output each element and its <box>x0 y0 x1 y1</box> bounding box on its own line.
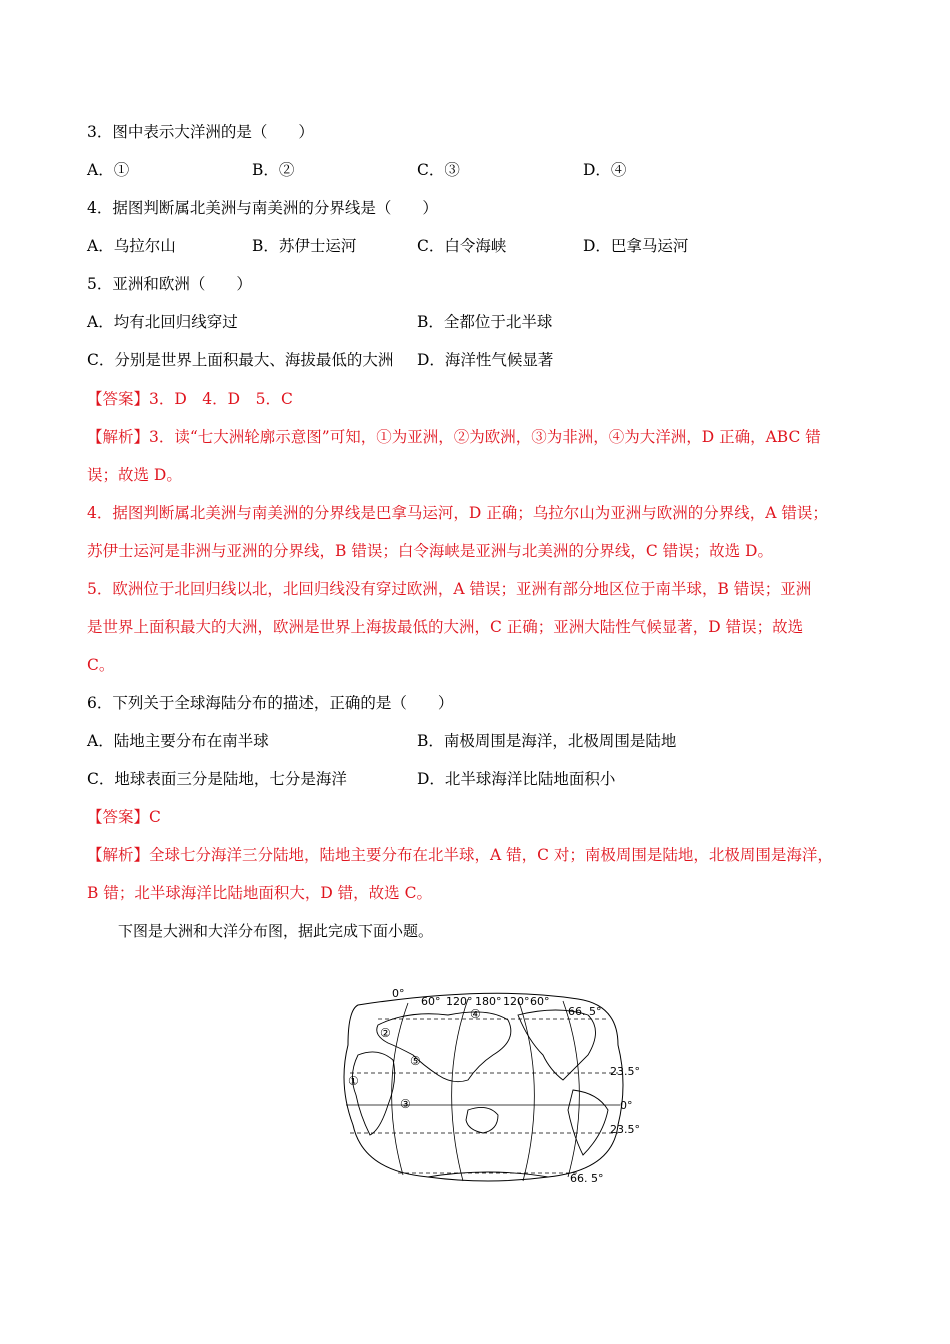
q4-stem: 4．据图判断属北美洲与南美洲的分界线是（ ） <box>87 199 438 217</box>
meridian-line <box>563 1001 579 1177</box>
marker-3: ③ <box>400 1097 411 1111</box>
analysis-line: 苏伊士运河是非洲与亚洲的分界线，B 错误；白令海峡是亚洲与北美洲的分界线，C 错误；故选 D。 <box>87 542 773 560</box>
lat-label: 0° <box>620 1099 633 1112</box>
australia-land <box>466 1107 498 1133</box>
top-label: 120° <box>446 995 473 1008</box>
analysis-line: 【解析】3．读“七大洲轮廓示意图”可知，①为亚洲，②为欧洲，③为非洲，④为大洋洲，D 正确，ABC 错 <box>87 428 821 446</box>
q3-option-c: C．③ <box>417 161 460 179</box>
lat-label: 66. 5° <box>568 1005 602 1018</box>
q6-option-c: C．地球表面三分是陆地，七分是海洋 <box>87 770 347 788</box>
q5-option-d: D．海洋性气候显著 <box>417 351 554 369</box>
q3-option-a: A．① <box>87 161 130 179</box>
map-intro: 下图是大洲和大洋分布图，据此完成下面小题。 <box>118 922 434 940</box>
q4-option-a: A．乌拉尔山 <box>87 237 176 255</box>
meridian-line <box>392 1003 408 1175</box>
antarctica-land <box>428 1172 548 1177</box>
world-map-figure <box>318 985 658 1190</box>
q6-option-b: B．南极周围是海洋，北极周围是陆地 <box>417 732 677 750</box>
analysis-line: 是世界上面积最大的大洲，欧洲是世界上海拔最低的大洲，C 正确；亚洲大陆性气候显著，D 错误；故选 <box>87 618 804 636</box>
meridian-line <box>518 999 534 1181</box>
analysis-line: 【解析】全球七分海洋三分陆地，陆地主要分布在北半球，A 错，C 对；南极周围是陆地，北极周围是海洋， <box>87 846 833 864</box>
top-label: 120° <box>503 995 530 1008</box>
answer-3-5: 【答案】3．D 4．D 5．C <box>87 390 293 408</box>
top-label: 180° <box>475 995 502 1008</box>
q5-stem: 5．亚洲和欧洲（ ） <box>87 275 252 293</box>
q4-option-c: C．白令海峡 <box>417 237 507 255</box>
q6-stem: 6．下列关于全球海陆分布的描述，正确的是（ ） <box>87 694 454 712</box>
q6-option-a: A．陆地主要分布在南半球 <box>87 732 269 750</box>
lat-label: 66. 5° <box>570 1172 604 1185</box>
q5-option-a: A．均有北回归线穿过 <box>87 313 238 331</box>
africa-land <box>352 1052 394 1135</box>
eurasia-land <box>377 1012 511 1082</box>
top-label: 0° <box>392 987 405 1000</box>
q6-option-d: D．北半球海洋比陆地面积小 <box>417 770 616 788</box>
marker-1: ① <box>348 1074 359 1088</box>
analysis-line: 误；故选 D。 <box>87 466 182 484</box>
marker-2: ② <box>380 1026 391 1040</box>
analysis-line: 4．据图判断属北美洲与南美洲的分界线是巴拿马运河，D 正确；乌拉尔山为亚洲与欧洲的分界线，A 错误； <box>87 504 828 522</box>
q3-stem: 3．图中表示大洋洲的是（ ） <box>87 123 314 141</box>
q5-option-b: B．全都位于北半球 <box>417 313 553 331</box>
analysis-line: C。 <box>87 656 115 674</box>
analysis-line: 5．欧洲位于北回归线以北，北回归线没有穿过欧洲，A 错误；亚洲有部分地区位于南半球，B 错误；亚洲 <box>87 580 812 598</box>
q4-option-d: D．巴拿马运河 <box>583 237 689 255</box>
lat-label: 23.5° <box>610 1065 640 1078</box>
south-america-land <box>568 1090 608 1155</box>
top-label: 60° <box>530 995 550 1008</box>
answer-6: 【答案】C <box>87 808 161 826</box>
analysis-line: B 错；北半球海洋比陆地面积大，D 错，故选 C。 <box>87 884 432 902</box>
q3-option-d: D．④ <box>583 161 627 179</box>
meridian-line <box>452 999 468 1181</box>
marker-4: ④ <box>470 1007 481 1021</box>
top-label: 60° <box>421 995 441 1008</box>
q3-option-b: B．② <box>252 161 295 179</box>
q5-option-c: C．分别是世界上面积最大、海拔最低的大洲 <box>87 351 394 369</box>
q4-option-b: B．苏伊士运河 <box>252 237 357 255</box>
lat-label: 23.5° <box>610 1123 640 1136</box>
marker-5: ⑤ <box>410 1054 421 1068</box>
